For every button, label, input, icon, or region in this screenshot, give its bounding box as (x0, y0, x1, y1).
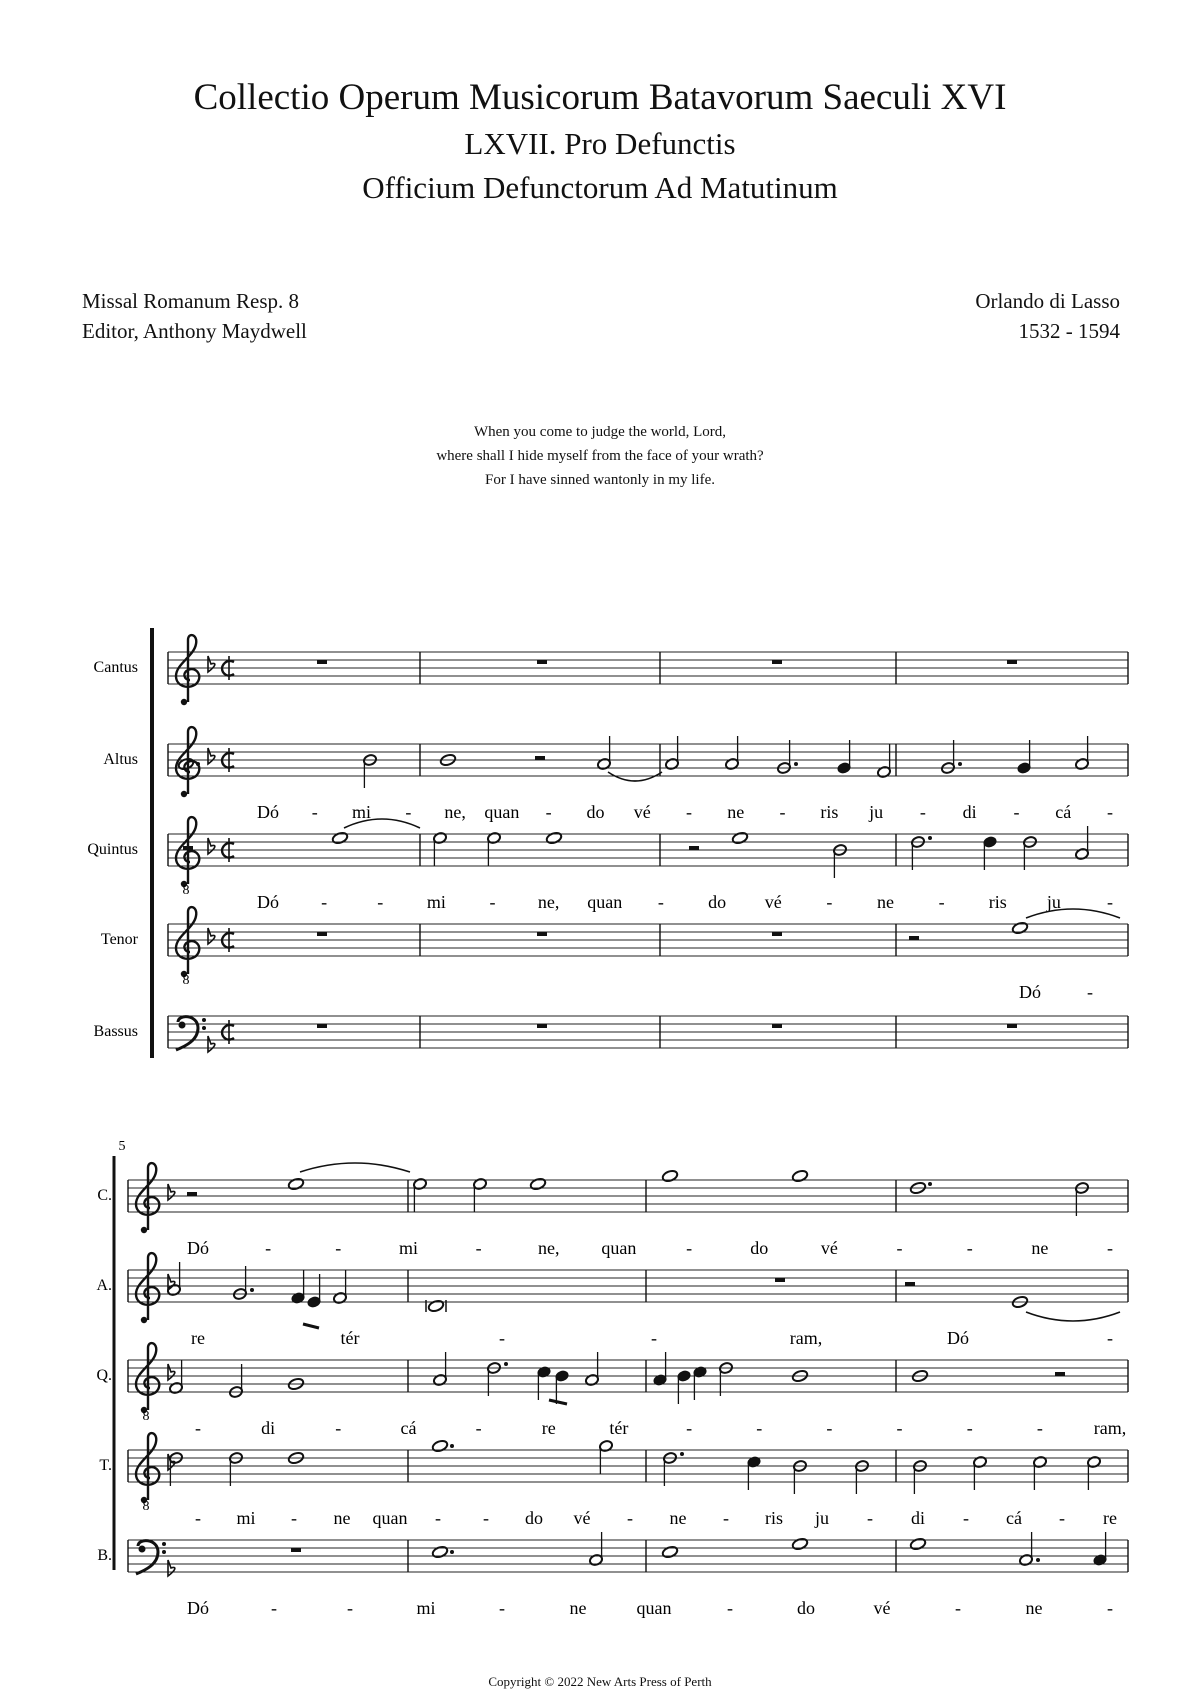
lyric-hyphen: - (955, 1598, 961, 1618)
lyric-hyphen: - (499, 1328, 505, 1348)
lyric-syllable: Dó (187, 1238, 209, 1258)
lyric-hyphen: - (291, 1508, 297, 1528)
half-rest (535, 756, 545, 760)
lyric-syllable: mi (236, 1508, 256, 1528)
staff (103, 727, 1128, 822)
treble-clef-tail (141, 1227, 147, 1233)
lyric-hyphen: - (1107, 1598, 1113, 1618)
lyric-hyphen: - (896, 1238, 903, 1258)
lyric-hyphen: - (966, 1418, 973, 1438)
whole-rest (537, 1024, 547, 1028)
note-head (427, 1299, 444, 1313)
lyric-syllable: quan (601, 1238, 637, 1258)
whole-rest (772, 660, 782, 664)
copyright: Copyright © 2022 New Arts Press of Perth (488, 1674, 712, 1689)
lyric-hyphen: - (271, 1598, 277, 1618)
measure-number: 5 (118, 1139, 126, 1154)
voice-name: Q. (96, 1367, 112, 1384)
lyric-syllable: ne (727, 802, 745, 822)
bass-clef-dot (202, 1026, 206, 1030)
lyric-syllable: Dó (947, 1328, 969, 1348)
composer-dates: 1532 - 1594 (1018, 319, 1120, 343)
lyric-hyphen: - (475, 1238, 482, 1258)
collection-title: Collectio Operum Musicorum Batavorum Saeculi XVI (193, 77, 1007, 118)
lyric-syllable: Dó (257, 892, 279, 912)
lyric-syllable: re (541, 1418, 556, 1438)
translation-line: When you come to judge the world, Lord, (473, 424, 727, 440)
note-dot (958, 762, 962, 766)
half-rest (187, 1192, 197, 1196)
lyric-syllable: Dó (187, 1598, 209, 1618)
lyric-hyphen: - (475, 1418, 482, 1438)
lyric-hyphen: - (966, 1238, 973, 1258)
treble-clef-icon (136, 1343, 159, 1410)
lyric-syllable: do (708, 892, 727, 912)
note-head (661, 1169, 678, 1183)
lyric-hyphen: - (1107, 802, 1113, 822)
lyric-syllable: mi (398, 1238, 418, 1258)
lyric-hyphen: - (1107, 1238, 1113, 1258)
treble-clef-tail (181, 791, 187, 797)
lyric-syllable: ne (1031, 1238, 1049, 1258)
whole-rest (1007, 660, 1017, 664)
note-dot (250, 1288, 254, 1292)
tie (300, 1163, 410, 1172)
lyric-hyphen: - (335, 1418, 342, 1438)
lyric-hyphen: - (195, 1508, 201, 1528)
lyric-hyphen: - (377, 892, 384, 912)
lyric-syllable: ne, (444, 802, 466, 822)
note-head (661, 1545, 678, 1559)
treble-clef-icon (176, 635, 199, 702)
lyric-hyphen: - (779, 802, 786, 822)
note-beam (549, 1400, 567, 1404)
lyric-syllable: Dó (1019, 982, 1041, 1002)
lyric-syllable: ju (814, 1508, 830, 1528)
note-head (431, 1439, 448, 1453)
voice-name: Altus (103, 751, 138, 768)
note-dot (928, 1182, 932, 1186)
lyric-hyphen: - (483, 1508, 489, 1528)
staff (99, 1433, 1128, 1528)
lyric-syllable: cá (1055, 802, 1072, 822)
half-rest (909, 936, 919, 940)
lyric-syllable: mi (426, 892, 446, 912)
flat-icon (208, 748, 215, 764)
treble-clef-icon (136, 1433, 159, 1500)
bass-clef-dot (202, 1018, 206, 1022)
note-dot (504, 1362, 508, 1366)
lyric-syllable: di (962, 802, 977, 822)
lyric-syllable: tér (609, 1418, 629, 1438)
treble-clef-icon (136, 1163, 159, 1230)
note-head (431, 1545, 448, 1559)
note-dot (794, 762, 798, 766)
whole-rest (291, 1548, 301, 1552)
lyric-syllable: re (191, 1328, 205, 1348)
translation-line: For I have sinned wantonly in my life. (485, 472, 715, 488)
flat-icon (168, 1184, 175, 1200)
lyric-syllable: ris (765, 1508, 783, 1528)
lyric-syllable: ram, (789, 1328, 823, 1348)
whole-rest (317, 932, 327, 936)
bass-clef-dot (162, 1542, 166, 1546)
lyric-syllable: mi (352, 802, 372, 822)
staff (87, 817, 1128, 912)
lyric-hyphen: - (627, 1508, 633, 1528)
lyric-hyphen: - (347, 1598, 353, 1618)
lyric-syllable: ne (1025, 1598, 1043, 1618)
lyric-syllable: cá (400, 1418, 417, 1438)
bass-clef-dot (139, 1546, 146, 1553)
staff (94, 635, 1128, 705)
tie (1026, 909, 1120, 918)
lyric-hyphen: - (1036, 1418, 1043, 1438)
note-head (529, 1177, 546, 1191)
note-dot (450, 1444, 454, 1448)
voice-name: Bassus (93, 1023, 138, 1040)
lyric-syllable: mi (416, 1598, 436, 1618)
lyric-syllable: do (797, 1598, 815, 1618)
lyric-hyphen: - (919, 802, 926, 822)
staff (96, 1253, 1128, 1348)
treble-clef-icon (176, 907, 199, 974)
lyric-hyphen: - (657, 892, 664, 912)
treble-clef-icon (136, 1253, 159, 1320)
lyric-syllable: re (1103, 1508, 1117, 1528)
lyric-hyphen: - (651, 1328, 657, 1348)
flat-icon (208, 1036, 215, 1052)
lyric-hyphen: - (1087, 982, 1093, 1002)
lyric-hyphen: - (723, 1508, 729, 1528)
lyric-syllable: vé (573, 1508, 591, 1528)
lyric-syllable: quan (587, 892, 623, 912)
lyric-hyphen: - (265, 1238, 272, 1258)
whole-rest (1007, 1024, 1017, 1028)
whole-rest (537, 932, 547, 936)
treble-clef-icon (176, 817, 199, 884)
lyric-syllable: do (586, 802, 605, 822)
lyric-syllable: vé (764, 892, 782, 912)
lyric-syllable: vé (633, 802, 651, 822)
lyric-hyphen: - (686, 1418, 693, 1438)
staff (97, 1163, 1128, 1258)
half-rest (183, 846, 193, 850)
lyric-hyphen: - (335, 1238, 342, 1258)
treble-clef-icon (176, 727, 199, 794)
bass-clef-dot (162, 1550, 166, 1554)
lyric-syllable: ju (1046, 892, 1061, 912)
lyric-syllable: quan (372, 1508, 408, 1528)
flat-icon (168, 1364, 175, 1380)
lyric-syllable: ris (988, 892, 1007, 912)
lyric-syllable: ne, (538, 1238, 560, 1258)
staff (94, 1016, 1128, 1052)
whole-rest (772, 1024, 782, 1028)
lyric-hyphen: - (826, 892, 833, 912)
staff (97, 1540, 1128, 1618)
whole-rest (317, 660, 327, 664)
bass-clef-dot (179, 1022, 186, 1029)
note-head (791, 1169, 808, 1183)
lyric-syllable: do (525, 1508, 543, 1528)
lyric-syllable: vé (873, 1598, 891, 1618)
note-head (545, 831, 562, 845)
octave-mark: 8 (182, 973, 190, 988)
half-rest (689, 846, 699, 850)
whole-rest (775, 1278, 785, 1282)
lyric-syllable: ne, (537, 892, 560, 912)
note-dot (1036, 1558, 1040, 1562)
half-rest (1055, 1372, 1065, 1376)
whole-rest (772, 932, 782, 936)
flat-icon (208, 928, 215, 944)
note-head (287, 1177, 304, 1191)
voice-name: Tenor (100, 931, 138, 948)
voice-name: A. (96, 1277, 112, 1294)
voice-name: Cantus (93, 659, 138, 676)
note-beam (303, 1324, 319, 1328)
lyric-hyphen: - (1013, 802, 1020, 822)
note-head (331, 831, 348, 845)
lyric-syllable: ne (333, 1508, 351, 1528)
lyric-hyphen: - (1059, 1508, 1065, 1528)
treble-clef-tail (141, 1317, 147, 1323)
note-head (791, 1537, 808, 1551)
lyric-hyphen: - (195, 1418, 201, 1438)
volume-title: LXVII. Pro Defunctis (464, 126, 736, 161)
lyric-hyphen: - (405, 802, 412, 822)
bass-clef-icon (176, 1017, 198, 1050)
lyric-hyphen: - (1107, 892, 1113, 912)
lyric-hyphen: - (1107, 1328, 1113, 1348)
flat-icon (208, 838, 215, 854)
voice-name: B. (97, 1547, 112, 1564)
lyric-syllable: cá (1006, 1508, 1022, 1528)
lyric-syllable: tér (340, 1328, 360, 1348)
lyric-hyphen: - (686, 1238, 693, 1258)
note-dot (196, 762, 200, 766)
octave-mark: 8 (142, 1499, 150, 1514)
note-dot (680, 1452, 684, 1456)
lyric-syllable: do (750, 1238, 769, 1258)
lyric-hyphen: - (311, 802, 318, 822)
source-text: Missal Romanum Resp. 8 (82, 289, 300, 313)
lyric-syllable: ju (869, 802, 884, 822)
whole-rest (317, 1024, 327, 1028)
voice-name: C. (97, 1187, 112, 1204)
lyric-hyphen: - (686, 802, 692, 822)
note-dot (450, 1550, 454, 1554)
lyric-hyphen: - (756, 1418, 763, 1438)
note-head (1011, 921, 1028, 935)
lyric-syllable: ne (876, 892, 894, 912)
flat-icon (168, 1560, 175, 1576)
treble-clef-tail (181, 699, 187, 705)
lyric-syllable: ne (569, 1598, 587, 1618)
staff (101, 907, 1128, 1002)
system (87, 628, 1128, 1058)
lyric-syllable: ris (820, 802, 839, 822)
tie (1026, 1312, 1120, 1321)
lyric-syllable: ne (669, 1508, 687, 1528)
staff (96, 1343, 1128, 1438)
lyric-hyphen: - (499, 1598, 505, 1618)
work-title: Officium Defunctorum Ad Matutinum (362, 170, 838, 205)
lyric-hyphen: - (938, 892, 945, 912)
lyric-hyphen: - (545, 802, 552, 822)
note-dot (928, 836, 932, 840)
bass-clef-icon (136, 1541, 158, 1574)
lyric-syllable: Dó (257, 802, 279, 822)
lyric-hyphen: - (826, 1418, 833, 1438)
editor-text: Editor, Anthony Maydwell (82, 319, 307, 343)
composer-name: Orlando di Lasso (975, 289, 1120, 313)
system (96, 1139, 1128, 1618)
lyric-syllable: di (261, 1418, 276, 1438)
lyric-hyphen: - (867, 1508, 873, 1528)
lyric-hyphen: - (489, 892, 496, 912)
lyric-syllable: ram, (1093, 1418, 1127, 1438)
octave-mark: 8 (182, 883, 190, 898)
flat-icon (208, 656, 215, 672)
translation-line: where shall I hide myself from the face of your wrath? (436, 448, 764, 464)
whole-rest (537, 660, 547, 664)
voice-name: T. (99, 1457, 112, 1474)
lyric-syllable: quan (636, 1598, 672, 1618)
voice-name: Quintus (87, 841, 138, 858)
half-rest (905, 1282, 915, 1286)
lyric-hyphen: - (435, 1508, 441, 1528)
lyric-syllable: di (910, 1508, 926, 1528)
lyric-syllable: quan (484, 802, 520, 822)
lyric-syllable: vé (820, 1238, 838, 1258)
note-head (731, 831, 748, 845)
octave-mark: 8 (142, 1409, 150, 1424)
lyric-hyphen: - (727, 1598, 733, 1618)
lyric-hyphen: - (963, 1508, 969, 1528)
lyric-hyphen: - (896, 1418, 903, 1438)
note-head (909, 1537, 926, 1551)
lyric-hyphen: - (321, 892, 328, 912)
